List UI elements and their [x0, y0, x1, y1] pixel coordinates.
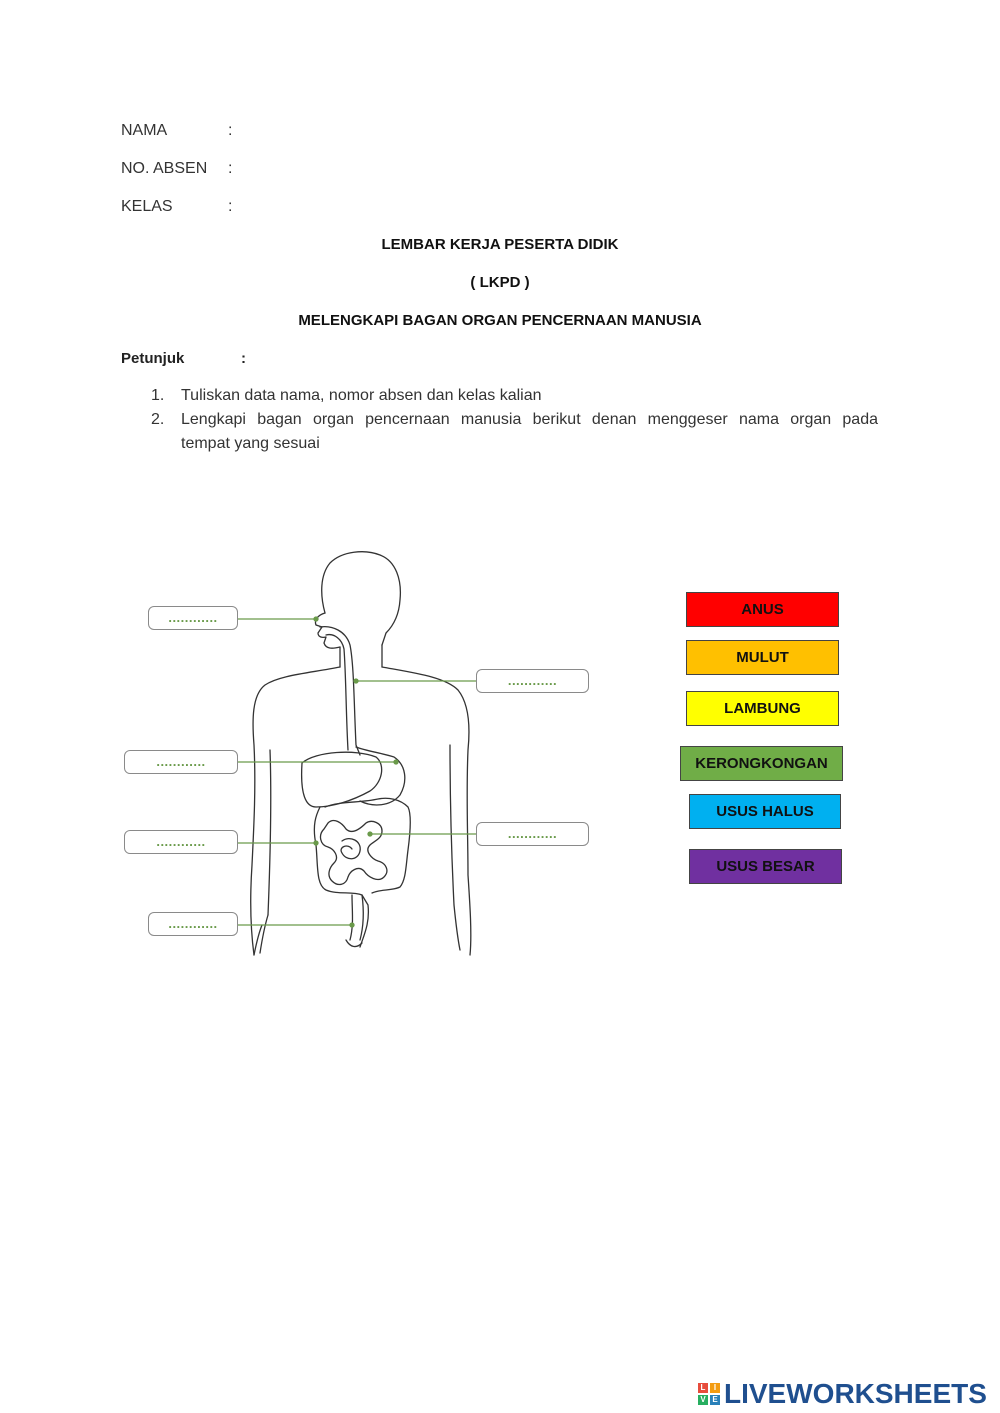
face-profile: [315, 613, 340, 648]
organ-chip-kerongkongan[interactable]: KERONGKONGAN: [680, 746, 843, 781]
right-torso: [382, 667, 471, 955]
small-intestine-coil: [341, 839, 360, 859]
field-label-nama: NAMA: [121, 122, 168, 139]
instructions-list: [0, 384, 1000, 464]
field-colon-no-absen: :: [228, 160, 233, 177]
instructions-colon: :: [241, 350, 246, 367]
drop-target-large-intestine[interactable]: ............: [124, 830, 238, 854]
instruction-text-continued: tempat yang sesuai: [181, 435, 320, 452]
field-label-no-absen: NO. ABSEN: [121, 160, 208, 177]
instruction-number: 1.: [151, 387, 165, 404]
logo-wordmark: LIVEWORKSHEETS: [724, 1378, 987, 1409]
pointer-dot-stomach: [394, 760, 398, 764]
worksheet-title: LEMBAR KERJA PESERTA DIDIK: [381, 236, 619, 253]
instruction-text: Tuliskan data nama, nomor absen dan kelas kalian: [181, 387, 542, 404]
worksheet-subtitle: ( LKPD ): [470, 274, 530, 291]
drop-target-esophagus[interactable]: ............: [476, 669, 589, 693]
drop-target-mouth[interactable]: ............: [148, 606, 238, 630]
pointer-dot-esophagus: [354, 679, 358, 683]
organ-chip-usus-halus[interactable]: USUS HALUS: [689, 794, 841, 829]
drop-target-stomach[interactable]: ............: [124, 750, 238, 774]
worksheet-topic: MELENGKAPI BAGAN ORGAN PENCERNAAN MANUSIA: [298, 312, 702, 329]
left-torso: [251, 667, 340, 955]
organ-chip-usus-besar[interactable]: USUS BESAR: [689, 849, 842, 884]
left-arm-inner: [268, 750, 271, 915]
field-label-kelas: KELAS: [121, 198, 173, 215]
pointer-dot-large-intestine: [314, 841, 318, 845]
pointer-dot-mouth: [314, 617, 318, 621]
logo-letter: L: [698, 1383, 708, 1393]
rectum: [350, 895, 363, 940]
anus: [346, 940, 362, 947]
instruction-text: Lengkapi bagan organ pencernaan manusia berikut denan menggeser nama organ pada: [181, 411, 878, 428]
esophagus-inner: [326, 635, 348, 750]
drop-target-small-intestine[interactable]: ............: [476, 822, 589, 846]
organ-chip-mulut[interactable]: MULUT: [686, 640, 839, 675]
organ-chip-lambung[interactable]: LAMBUNG: [686, 691, 839, 726]
logo-letter: V: [698, 1395, 708, 1405]
instructions-heading: Petunjuk: [121, 350, 185, 367]
left-hand: [254, 915, 268, 955]
head-outline: [322, 552, 401, 645]
liver: [302, 752, 382, 807]
organ-chip-anus[interactable]: ANUS: [686, 592, 839, 627]
right-arm-inner: [450, 745, 460, 950]
logo-letter: I: [710, 1383, 720, 1393]
pointer-dot-small-intestine: [368, 832, 372, 836]
instruction-number: 2.: [151, 411, 165, 428]
logo-grid-icon: [698, 1383, 720, 1405]
field-colon-nama: :: [228, 122, 233, 139]
small-intestine: [321, 821, 387, 885]
drop-target-anus[interactable]: ............: [148, 912, 238, 936]
field-colon-kelas: :: [228, 198, 233, 215]
logo-letter: E: [710, 1395, 720, 1405]
pointer-dot-anus: [350, 923, 354, 927]
colon-right: [325, 798, 410, 893]
